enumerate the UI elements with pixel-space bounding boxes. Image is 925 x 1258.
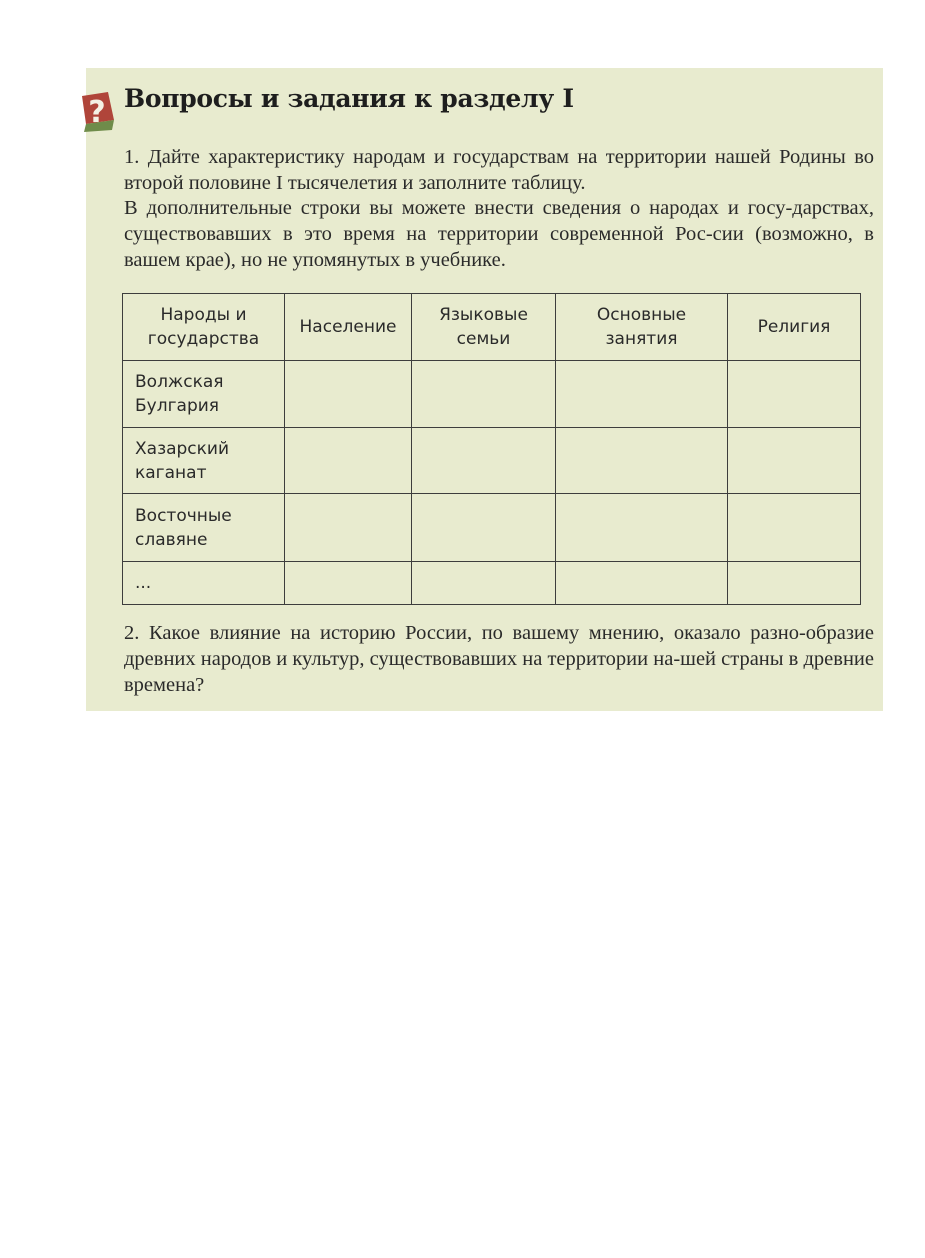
table-cell[interactable] bbox=[412, 562, 556, 605]
table-cell[interactable] bbox=[728, 562, 861, 605]
table-cell[interactable] bbox=[556, 494, 728, 562]
peoples-table bbox=[122, 293, 861, 605]
header-peoples: Народы и государства bbox=[123, 294, 285, 361]
table-cell[interactable] bbox=[728, 428, 861, 494]
svg-text:?: ? bbox=[88, 95, 106, 130]
table-row bbox=[123, 494, 861, 562]
header-occupations: Основные занятия bbox=[556, 294, 728, 361]
task-1-text: 1. Дайте характеристику народам и государствам на территории нашей Родины во второй половине I тысячелетия и заполните таблицу. bbox=[124, 146, 874, 194]
header-population: Население bbox=[285, 294, 412, 361]
table-cell[interactable] bbox=[728, 494, 861, 562]
table-cell[interactable] bbox=[285, 361, 412, 428]
section-title: Вопросы и задания к разделу I bbox=[124, 84, 574, 113]
table-cell[interactable] bbox=[728, 361, 861, 428]
table-cell[interactable] bbox=[556, 361, 728, 428]
table-cell[interactable] bbox=[412, 361, 556, 428]
row-name-cell: Хазарский каганат bbox=[123, 428, 285, 494]
table-cell[interactable] bbox=[285, 562, 412, 605]
table-cell[interactable] bbox=[556, 428, 728, 494]
table-cell[interactable] bbox=[412, 494, 556, 562]
question-icon bbox=[78, 90, 116, 132]
table-cell[interactable] bbox=[412, 428, 556, 494]
table-header-row bbox=[123, 294, 861, 361]
task-1-note: В дополнительные строки вы можете внести сведения о народах и госу-дарствах, существовавших в это время на территории современной Рос-сии (возможно, в вашем крае), но не упомянутых в учебнике. bbox=[124, 197, 874, 271]
table-row bbox=[123, 428, 861, 494]
table-row bbox=[123, 361, 861, 428]
header-language-families: Языковые семьи bbox=[412, 294, 556, 361]
task-2-text: 2. Какое влияние на историю России, по вашему мнению, оказало разно-образие древних народов и культур, существовавших на территории на-шей страны в древние времена? bbox=[124, 622, 874, 696]
row-name-cell: Восточные славяне bbox=[123, 494, 285, 562]
table-cell[interactable] bbox=[556, 562, 728, 605]
row-name-cell: Волжская Булгария bbox=[123, 361, 285, 428]
row-name-cell: ... bbox=[123, 562, 285, 605]
table-cell[interactable] bbox=[285, 428, 412, 494]
table-row bbox=[123, 562, 861, 605]
table-cell[interactable] bbox=[285, 494, 412, 562]
header-religion: Религия bbox=[728, 294, 861, 361]
